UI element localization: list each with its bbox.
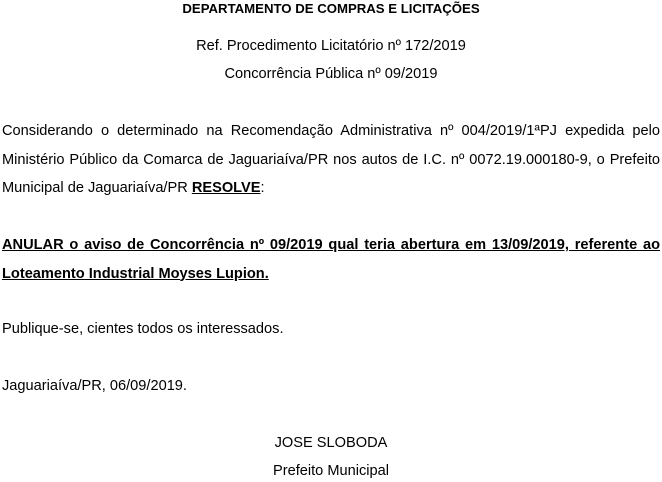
resolve-colon: : [260, 180, 265, 196]
resolve-word: RESOLVE [191, 180, 261, 196]
signatory-role: Prefeito Municipal [273, 463, 389, 479]
decision-paragraph: ANULAR o aviso de Concorrência nº 09/2019 qual teria abertura em 13/09/2019, referente ao Loteamento Industrial Moyses Lupion. [2, 237, 660, 282]
considerando-paragraph [2, 117, 660, 203]
considerando-text: Considerando o determinado na Recomendação Administrativa nº 004/2019/1ªPJ expedida pelo Ministério Público da Comarca de Jaguariaíva/PR nos autos de I.C. nº 0072.19.000180-9, o Prefeito Municipal de Jaguariaíva/PR [2, 123, 660, 196]
place-date-line: Jaguariaíva/PR, 06/09/2019. [2, 378, 187, 394]
department-heading: DEPARTAMENTO DE COMPRAS E LICITAÇÕES [182, 1, 480, 16]
signatory-name: JOSE SLOBODA [274, 435, 388, 451]
procedure-reference: Ref. Procedimento Licitatório nº 172/2019 [196, 38, 466, 54]
process-number: Concorrência Pública nº 09/2019 [224, 66, 438, 82]
publish-line: Publique-se, cientes todos os interessados. [2, 321, 284, 337]
